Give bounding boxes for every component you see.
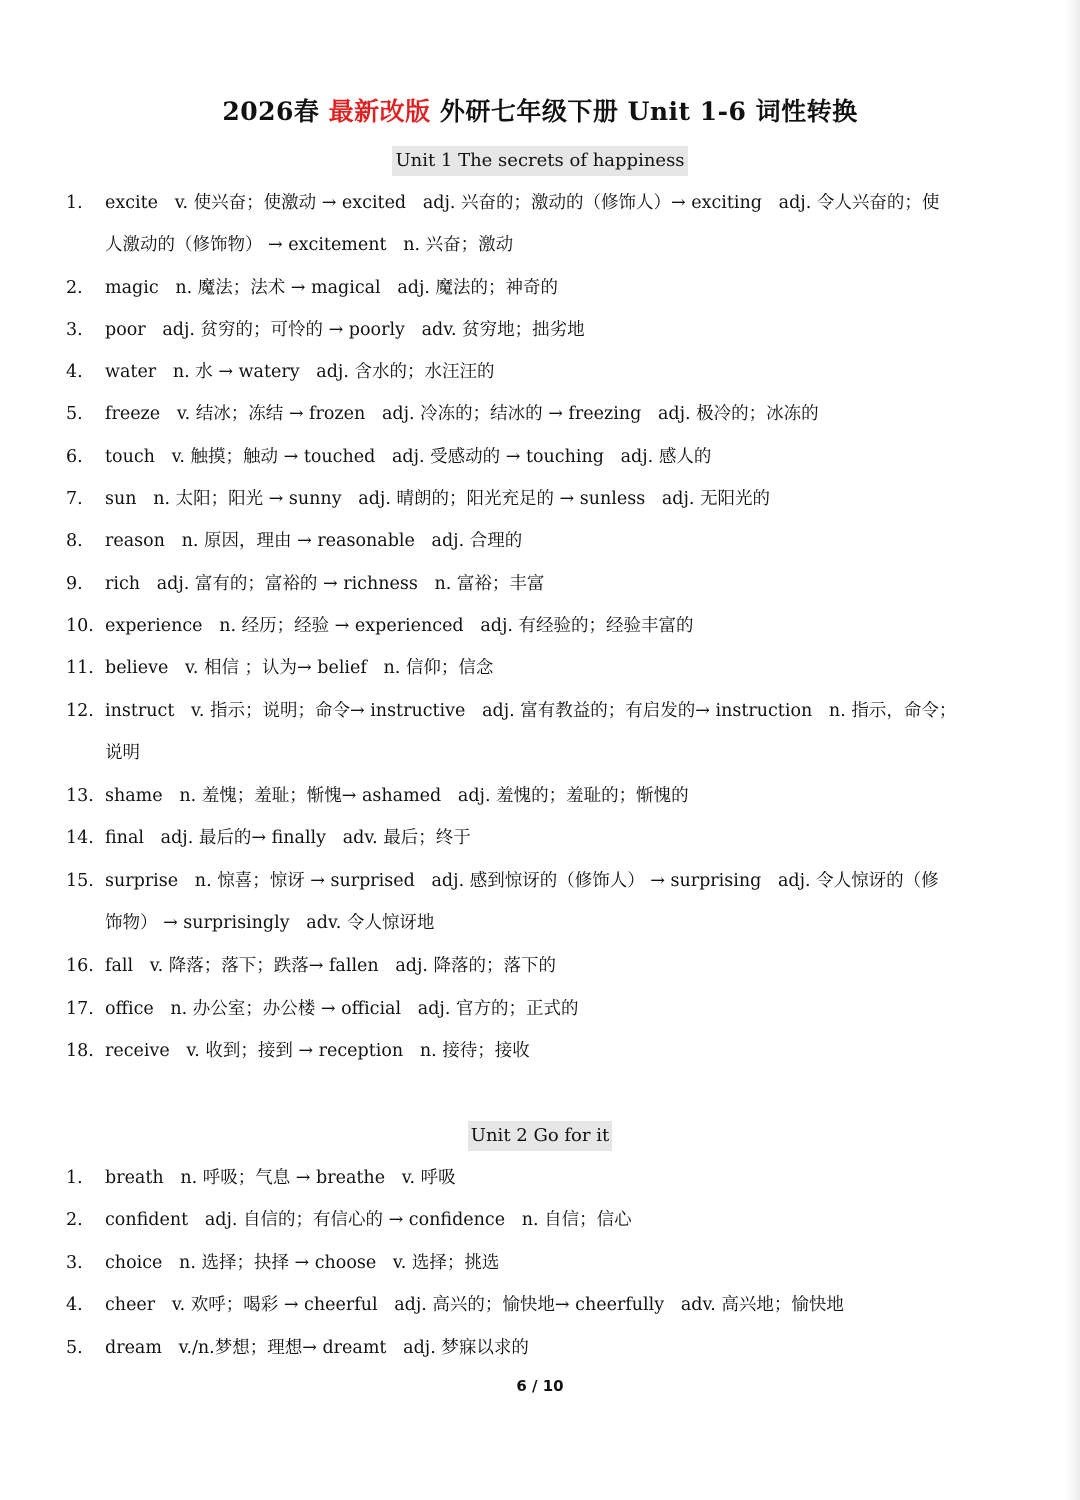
item-text: shame n. 羞愧；羞耻；惭愧→ ashamed adj. 羞愧的；羞耻的；惭愧的	[105, 786, 689, 806]
unit-2-heading-row	[0, 1121, 1080, 1151]
item-text: final adj. 最后的→ finally adv. 最后；终于	[105, 828, 471, 848]
page-edge-shadow	[1066, 0, 1080, 1500]
item-text: instruct v. 指示；说明；命令→ instructive adj. 富有教益的；有启发的→ instruction n. 指示，命令；	[105, 701, 957, 721]
item-number: 7.	[66, 489, 83, 509]
item-text-continued: 人激动的（修饰物） → excitement n. 兴奋；激动	[105, 235, 514, 255]
unit-heading: Unit 2 Go for it	[468, 1121, 612, 1151]
page-number: 6 / 10	[516, 1377, 564, 1395]
item-number: 3.	[66, 1253, 83, 1273]
item-number: 1.	[66, 1168, 83, 1188]
item-number: 8.	[66, 531, 83, 551]
item-number: 18.	[66, 1041, 94, 1061]
item-text: reason n. 原因，理由 → reasonable adj. 合理的	[105, 531, 523, 551]
unit-heading: Unit 1 The secrets of happiness	[392, 146, 687, 176]
item-number: 14.	[66, 828, 94, 848]
item-number: 4.	[66, 362, 83, 382]
item-number: 15.	[66, 871, 94, 891]
item-text: fall v. 降落；落下；跌落→ fallen adj. 降落的；落下的	[105, 956, 557, 976]
item-number: 12.	[66, 701, 94, 721]
title-subject: 外研七年级下册 Unit 1-6 词性转换	[439, 97, 858, 126]
item-number: 6.	[66, 447, 83, 467]
item-text: touch v. 触摸；触动 → touched adj. 受感动的 → touching adj. 感人的	[105, 447, 712, 467]
item-number: 17.	[66, 999, 94, 1019]
item-text: sun n. 太阳；阳光 → sunny adj. 晴朗的；阳光充足的 → sunless adj. 无阳光的	[105, 489, 771, 509]
item-text: surprise n. 惊喜；惊讶 → surprised adj. 感到惊讶的（修饰人） → surprising adj. 令人惊讶的（修	[105, 871, 939, 891]
item-number: 5.	[66, 1338, 83, 1358]
item-number: 16.	[66, 956, 94, 976]
title-highlight: 最新改版	[328, 97, 431, 126]
item-text: believe v. 相信 ；认为→ belief n. 信仰；信念	[105, 658, 494, 678]
item-text: freeze v. 结冰；冻结 → frozen adj. 冷冻的；结冰的 → freezing adj. 极冷的；冰冻的	[105, 404, 819, 424]
item-text-continued: 说明	[105, 743, 140, 763]
item-number: 11.	[66, 658, 94, 678]
item-text: office n. 办公室；办公楼 → official adj. 官方的；正式的	[105, 999, 579, 1019]
item-number: 9.	[66, 574, 83, 594]
item-text: excite v. 使兴奋；使激动 → excited adj. 兴奋的；激动的（修饰人）→ exciting adj. 令人兴奋的；使	[105, 193, 940, 213]
item-text: water n. 水 → watery adj. 含水的；水汪汪的	[105, 362, 495, 382]
item-number: 10.	[66, 616, 94, 636]
item-text-continued: 饰物） → surprisingly adv. 令人惊讶地	[105, 913, 435, 933]
title-year: 2026春	[222, 97, 320, 126]
item-text: choice n. 选择；抉择 → choose v. 选择；挑选	[105, 1253, 500, 1273]
item-number: 4.	[66, 1295, 83, 1315]
item-text: dream v./n.梦想；理想→ dreamt adj. 梦寐以求的	[105, 1338, 529, 1358]
item-text: breath n. 呼吸；气息 → breathe v. 呼吸	[105, 1168, 456, 1188]
item-number: 13.	[66, 786, 94, 806]
item-number: 2.	[66, 1210, 83, 1230]
item-text: confident adj. 自信的；有信心的 → confidence n. 自信；信心	[105, 1210, 632, 1230]
item-number: 2.	[66, 278, 83, 298]
item-text: receive v. 收到；接到 → reception n. 接待；接收	[105, 1041, 530, 1061]
item-text: magic n. 魔法；法术 → magical adj. 魔法的；神奇的	[105, 278, 559, 298]
item-number: 1.	[66, 193, 83, 213]
item-text: rich adj. 富有的；富裕的 → richness n. 富裕；丰富	[105, 574, 545, 594]
item-number: 3.	[66, 320, 83, 340]
item-text: cheer v. 欢呼；喝彩 → cheerful adj. 高兴的；愉快地→ cheerfully adv. 高兴地；愉快地	[105, 1295, 844, 1315]
item-text: poor adj. 贫穷的；可怜的 → poorly adv. 贫穷地；拙劣地	[105, 320, 585, 340]
unit-1-heading-row	[0, 146, 1080, 176]
item-text: experience n. 经历；经验 → experienced adj. 有经验的；经验丰富的	[105, 616, 694, 636]
item-number: 5.	[66, 404, 83, 424]
page-title	[0, 92, 1080, 128]
